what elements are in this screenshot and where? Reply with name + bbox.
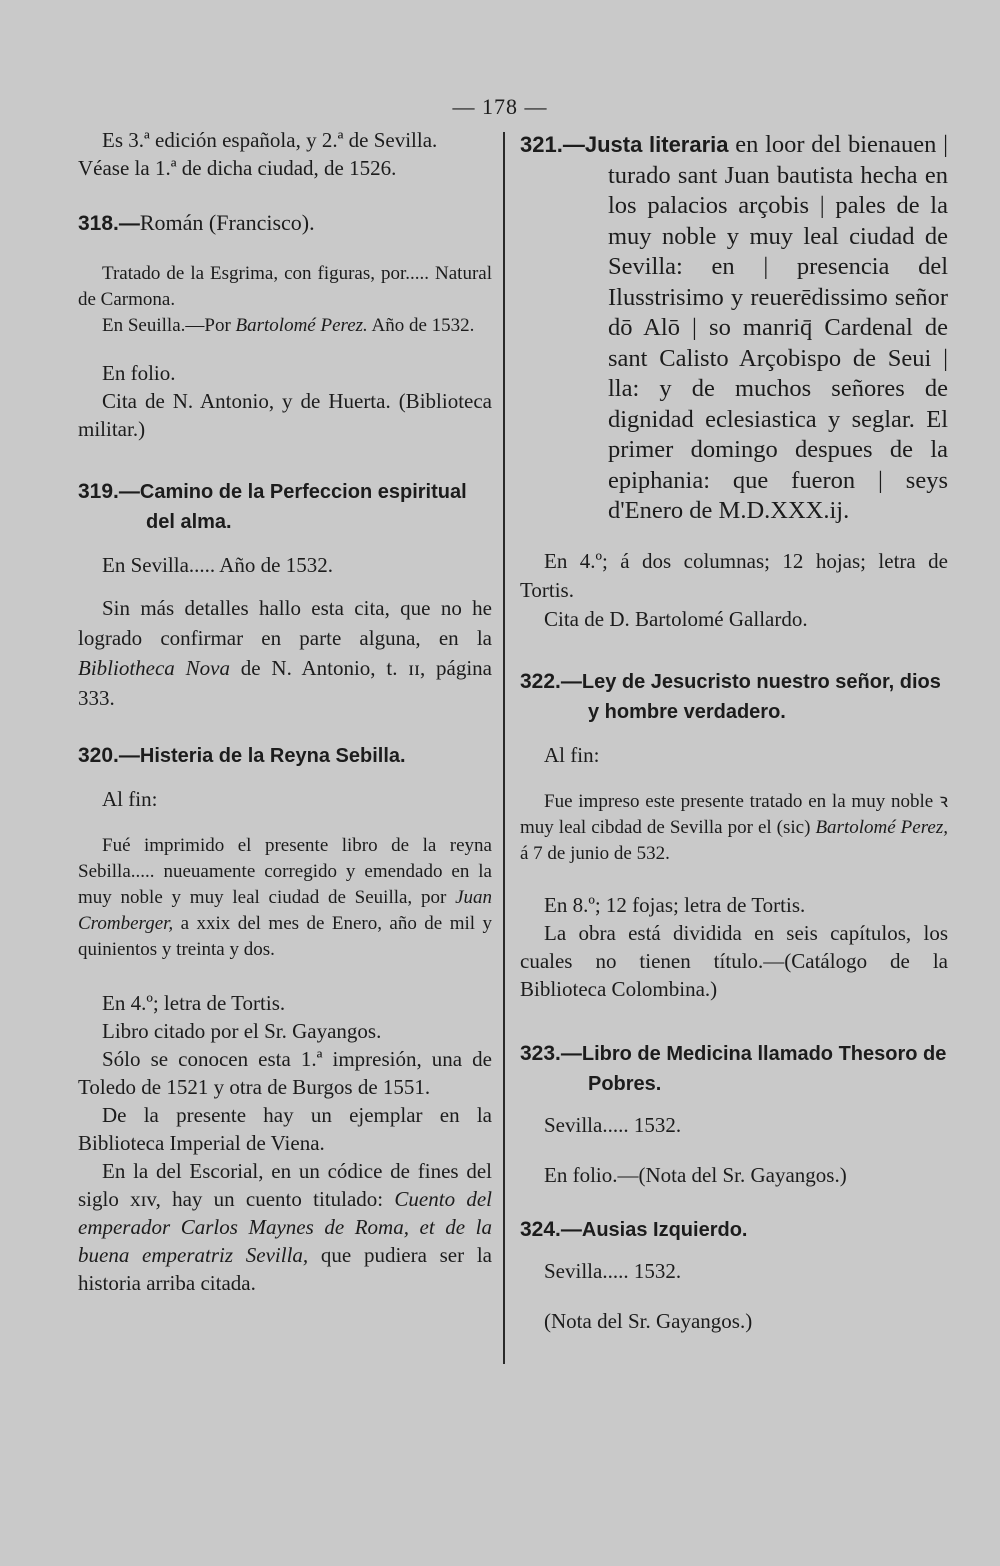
entry-322-heading — [520, 667, 948, 727]
entry-number: 321.— — [520, 132, 585, 157]
paragraph: Sevilla..... 1532. — [544, 1112, 682, 1137]
entry-321 — [520, 130, 948, 527]
paragraph: Sólo se conocen esta 1.ª impresión, una de Toledo de 1521 y otra de Burgos de 1551. — [78, 1047, 492, 1099]
paragraph — [78, 593, 492, 713]
entry-number: 323.— — [520, 1041, 582, 1065]
entry-title: Ley de Jesucristo nuestro señor, dios y hombre verdadero. — [581, 670, 941, 723]
text: que pudiera ser la historia arriba citada. — [78, 1243, 492, 1295]
entry-number: 320.— — [78, 744, 140, 767]
text: de N. Antonio, t. ɪɪ, página 333. — [78, 656, 492, 710]
paragraph — [78, 313, 492, 339]
text: Fue impreso este presente tratado en la muy noble ꝛ muy leal cibdad de Sevilla por el (sic) — [520, 790, 948, 838]
text: á 7 de junio de 532. — [520, 842, 670, 864]
text: En la del Escorial, en un códice de fines del siglo xɪv, hay un cuento titulado: — [78, 1159, 492, 1211]
right-column — [520, 126, 948, 1335]
entry-323-heading — [520, 1039, 948, 1099]
text-line: Es 3.ª edición española, y 2.ª de Sevilla. — [102, 128, 438, 152]
paragraph — [520, 789, 948, 867]
title-text: en loor del bienauen | turado sant Juan bautista hecha en los palacios arçobis | pales de la muy noble y muy leal ciudad de Sevilla: en | presencia del Ilusstrisimo y reuerēdissimo señor dō Alō | so manriq̄ Cardenal de sant Calisto Arçobispo de Seui | lla: y de muchos señores de dignidad eclesiastica y seglar. El primer domingo despues de la epiphania: que fueron | seys d'Enero de M.D.XXX.ij. — [608, 131, 949, 524]
paragraph: De la presente hay un ejemplar en la Biblioteca Imperial de Viena. — [78, 1103, 492, 1155]
paragraph: En 4.º; á dos columnas; 12 hojas; letra de Tortis. — [520, 548, 948, 602]
entry-number: 319.— — [78, 480, 140, 503]
printer-name: Bartolomé Perez. — [235, 315, 368, 336]
paragraph: Cita de D. Bartolomé Gallardo. — [544, 606, 808, 631]
paragraph: En folio.—(Nota del Sr. Gayangos.) — [544, 1162, 847, 1187]
paragraph: Al fin: — [102, 787, 158, 811]
book-title: Bibliotheca Nova — [78, 656, 230, 680]
entry-number: 324.— — [520, 1217, 582, 1241]
paragraph: En Sevilla..... Año de 1532. — [102, 553, 333, 577]
paragraph: La obra está dividida en seis capítulos, los cuales no tienen título.—(Catálogo de la Biblioteca Colombina.) — [520, 920, 948, 1001]
paragraph: Al fin: — [544, 742, 600, 767]
paragraph: Sevilla..... 1532. — [544, 1258, 682, 1283]
printer-name: Juan Cromberger, — [78, 887, 492, 934]
paragraph: Libro citado por el Sr. Gayangos. — [102, 1019, 382, 1043]
paragraph: En 4.º; letra de Tortis. — [102, 991, 286, 1015]
entry-title: Ausias Izquierdo. — [581, 1218, 748, 1241]
paragraph: En folio. — [102, 361, 176, 385]
entry-number: 322.— — [520, 669, 582, 693]
story-title: Cuento del emperador Carlos Maynes de Roma, et de la buena emperatriz Sevilla, — [78, 1187, 492, 1267]
entry-318-heading — [78, 208, 492, 239]
text-line: Véase la 1.ª de dicha ciudad, de 1526. — [78, 156, 397, 180]
entry-324-heading — [520, 1215, 948, 1245]
entry-number: 318.— — [78, 212, 140, 235]
entry-title: Justa literaria — [584, 132, 729, 157]
paragraph: En 8.º; 12 fojas; letra de Tortis. — [544, 892, 806, 917]
entry-title: Camino de la Perfeccion espiritual del alma. — [139, 481, 467, 533]
text: a xxix del mes de Enero, año de mil y quinientos y treinta y dos. — [78, 913, 492, 960]
entry-320-heading — [78, 741, 492, 771]
text: Sin más detalles hallo esta cita, que no he logrado confirmar en parte alguna, en la — [78, 596, 492, 650]
paragraph — [78, 833, 492, 963]
page-number: — 178 — — [452, 94, 548, 119]
left-column — [78, 126, 492, 1297]
text: Fué imprimido el presente libro de la reyna Sebilla..... nueuamente corregido y emendado en la muy noble y muy leal ciudad de Seuilla, por — [78, 835, 492, 908]
paragraph — [78, 1157, 492, 1297]
column-rule — [503, 132, 505, 1364]
entry-319-heading — [78, 477, 492, 537]
entry-title: Libro de Medicina llamado Thesoro de Pobres. — [581, 1042, 947, 1095]
printer-name: Bartolomé Perez, — [815, 816, 948, 838]
entry-title: Román (Francisco). — [139, 210, 315, 235]
text: En Seuilla.—Por — [102, 315, 236, 336]
entry-title: Histeria de la Reyna Sebilla. — [139, 745, 406, 767]
paragraph — [78, 261, 492, 313]
text: Tratado de la Esgrima, con figuras, por..... Natural de Carmona. — [78, 263, 492, 310]
paragraph: (Nota del Sr. Gayangos.) — [544, 1308, 753, 1333]
paragraph: Cita de N. Antonio, y de Huerta. (Biblioteca militar.) — [78, 389, 492, 441]
text: Año de 1532. — [367, 315, 475, 336]
